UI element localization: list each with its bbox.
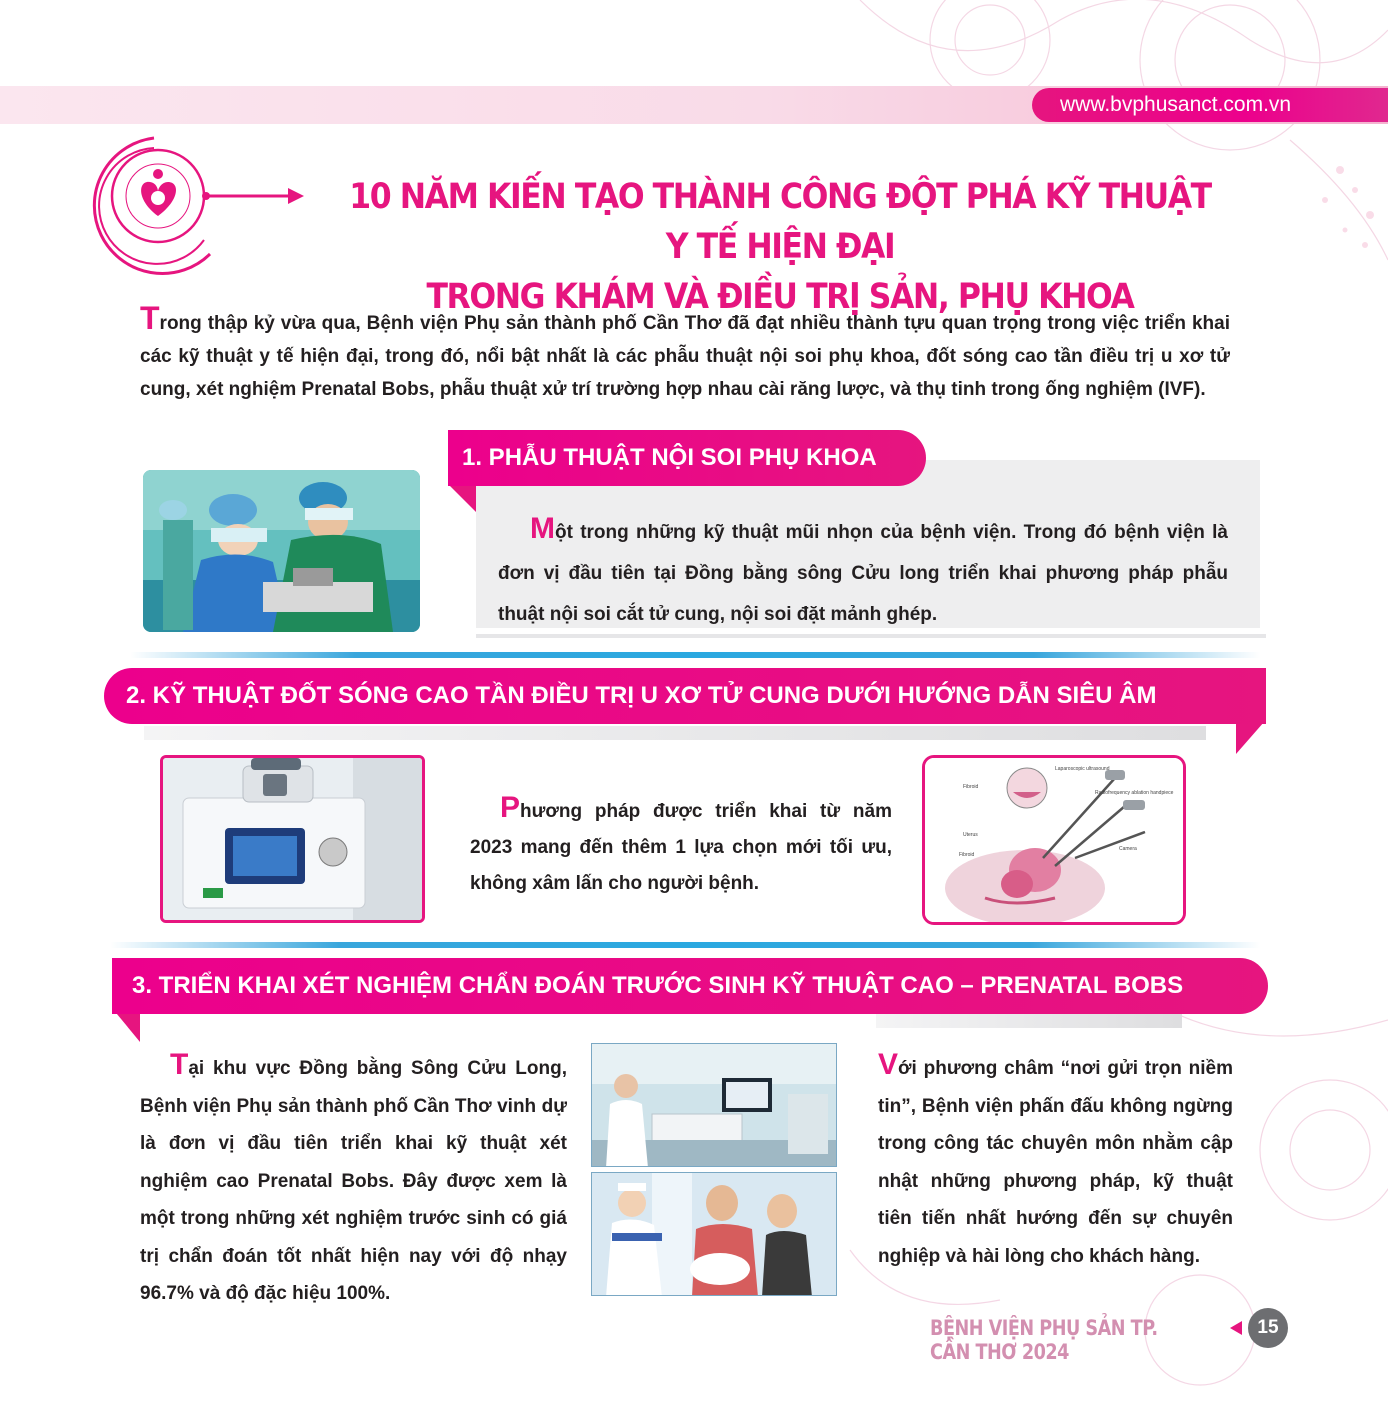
section1-text: [498, 508, 1228, 635]
section1-heading-text: 1. PHẪU THUẬT NỘI SOI PHỤ KHOA: [462, 444, 877, 471]
section1-body: ột trong những kỹ thuật mũi nhọn của bệnh viện. Trong đó bệnh viện là đơn vị đầu tiên tại Đồng bằng sông Cửu long triển khai phương pháp phẫu thuật nội soi cắt tử cung, nội soi đặt mảnh ghép.: [498, 522, 1228, 625]
rf-machine-photo: [160, 755, 425, 923]
page-number: 15: [1248, 1308, 1288, 1348]
caret-left-icon: [1228, 1320, 1244, 1336]
section3-right-text: [878, 1046, 1233, 1275]
diagram-label-camera: Camera: [1119, 846, 1137, 852]
section2-dropcap: P: [500, 791, 521, 824]
section3-left-body: ại khu vực Đồng bằng Sông Cửu Long, Bệnh viện Phụ sản thành phố Cần Thơ vinh dự là đơn vị đầu tiên triển khai kỹ thuật xét nghiệm cao Prenatal Bobs. Đây được xem là một trong những xét nghiệm trước sinh có giá trị chẩn đoán tốt nhất hiện nay với độ nhạy 96.7% và độ đặc hiệu 100%.: [140, 1058, 567, 1304]
section3-left-text: [140, 1046, 567, 1313]
section3-heading-text: 3. TRIỂN KHAI XÉT NGHIỆM CHẨN ĐOÁN TRƯỚC SINH KỸ THUẬT CAO – PRENATAL BOBS: [132, 972, 1184, 999]
diagram-label-fibroid-2: Fibroid: [959, 852, 975, 858]
section2-ribbon-fold: [1236, 722, 1266, 756]
rf-ablation-diagram: [922, 755, 1186, 925]
section3-right-dropcap: V: [878, 1048, 899, 1081]
intro-text: rong thập kỷ vừa qua, Bệnh viện Phụ sản thành phố Cần Thơ đã đạt nhiều thành tựu quan trọng trong việc triển khai các kỹ thuật y tế hiện đại, trong đó, nổi bật nhất là các phẫu thuật nội soi phụ khoa, đốt sóng cao tần điều trị u xơ tử cung, xét nghiệm Prenatal Bobs, phẫu thuật xử trí trường hợp nhau cài răng lược, và thụ tinh trong ống nghiệm (IVF).: [140, 313, 1230, 400]
section1-ribbon-fold: [448, 484, 478, 514]
section1-dropcap: M: [530, 512, 555, 545]
section2-text: [470, 790, 892, 902]
section1-heading: [448, 430, 926, 486]
section3-right-body: ới phương châm “nơi gửi trọn niềm tin”, Bệnh viện phấn đấu không ngừng trong công tác chuyên môn nhằm cập nhật những phương pháp, kỹ thuật tiên tiến nhất hướng đến sự chuyên nghiệp và hài lòng cho khách hàng.: [878, 1058, 1233, 1267]
diagram-label-fibroid: Fibroid: [963, 784, 979, 790]
footer-title: BỆNH VIỆN PHỤ SẢN TP. CẦN THƠ 2024: [930, 1316, 1158, 1364]
section3-shadow-bar: [876, 1014, 1182, 1028]
title-line-1: 10 NĂM KIẾN TẠO THÀNH CÔNG ĐỘT PHÁ KỸ THUẬT Y TẾ HIỆN ĐẠI: [349, 177, 1211, 267]
lab-photo: [591, 1043, 837, 1167]
section-divider-2: [110, 942, 1260, 948]
section2-body: hương pháp được triển khai từ năm 2023 mang đến thêm 1 lựa chọn mới tối ưu, không xâm lấn cho người bệnh.: [470, 801, 892, 894]
intro-dropcap: T: [140, 300, 160, 336]
title-line-2: TRONG KHÁM VÀ ĐIỀU TRỊ SẢN, PHỤ KHOA: [426, 277, 1134, 317]
diagram-label-laparoscopic: Laparoscopic ultrasound: [1055, 766, 1110, 772]
diagram-label-rf: Radiofrequency ablation handpiece: [1095, 790, 1174, 796]
section3-heading: [112, 958, 1268, 1014]
section2-heading-text: 2. KỸ THUẬT ĐỐT SÓNG CAO TẦN ĐIỀU TRỊ U XƠ TỬ CUNG DƯỚI HƯỚNG DẪN SIÊU ÂM: [126, 682, 1157, 709]
intro-paragraph: [140, 302, 1230, 406]
nurse-family-photo: [591, 1172, 837, 1296]
diagram-label-uterus: Uterus: [963, 832, 978, 838]
section2-heading: [104, 668, 1266, 724]
surgery-photo: [143, 470, 420, 632]
page-title: [348, 172, 1212, 322]
section2-shadow-bar: [144, 726, 1206, 740]
hospital-logo: [92, 130, 317, 280]
website-url[interactable]: www.bvphusanct.com.vn: [1032, 88, 1388, 122]
section3-left-dropcap: T: [170, 1048, 189, 1081]
section-divider-1: [130, 652, 1260, 658]
